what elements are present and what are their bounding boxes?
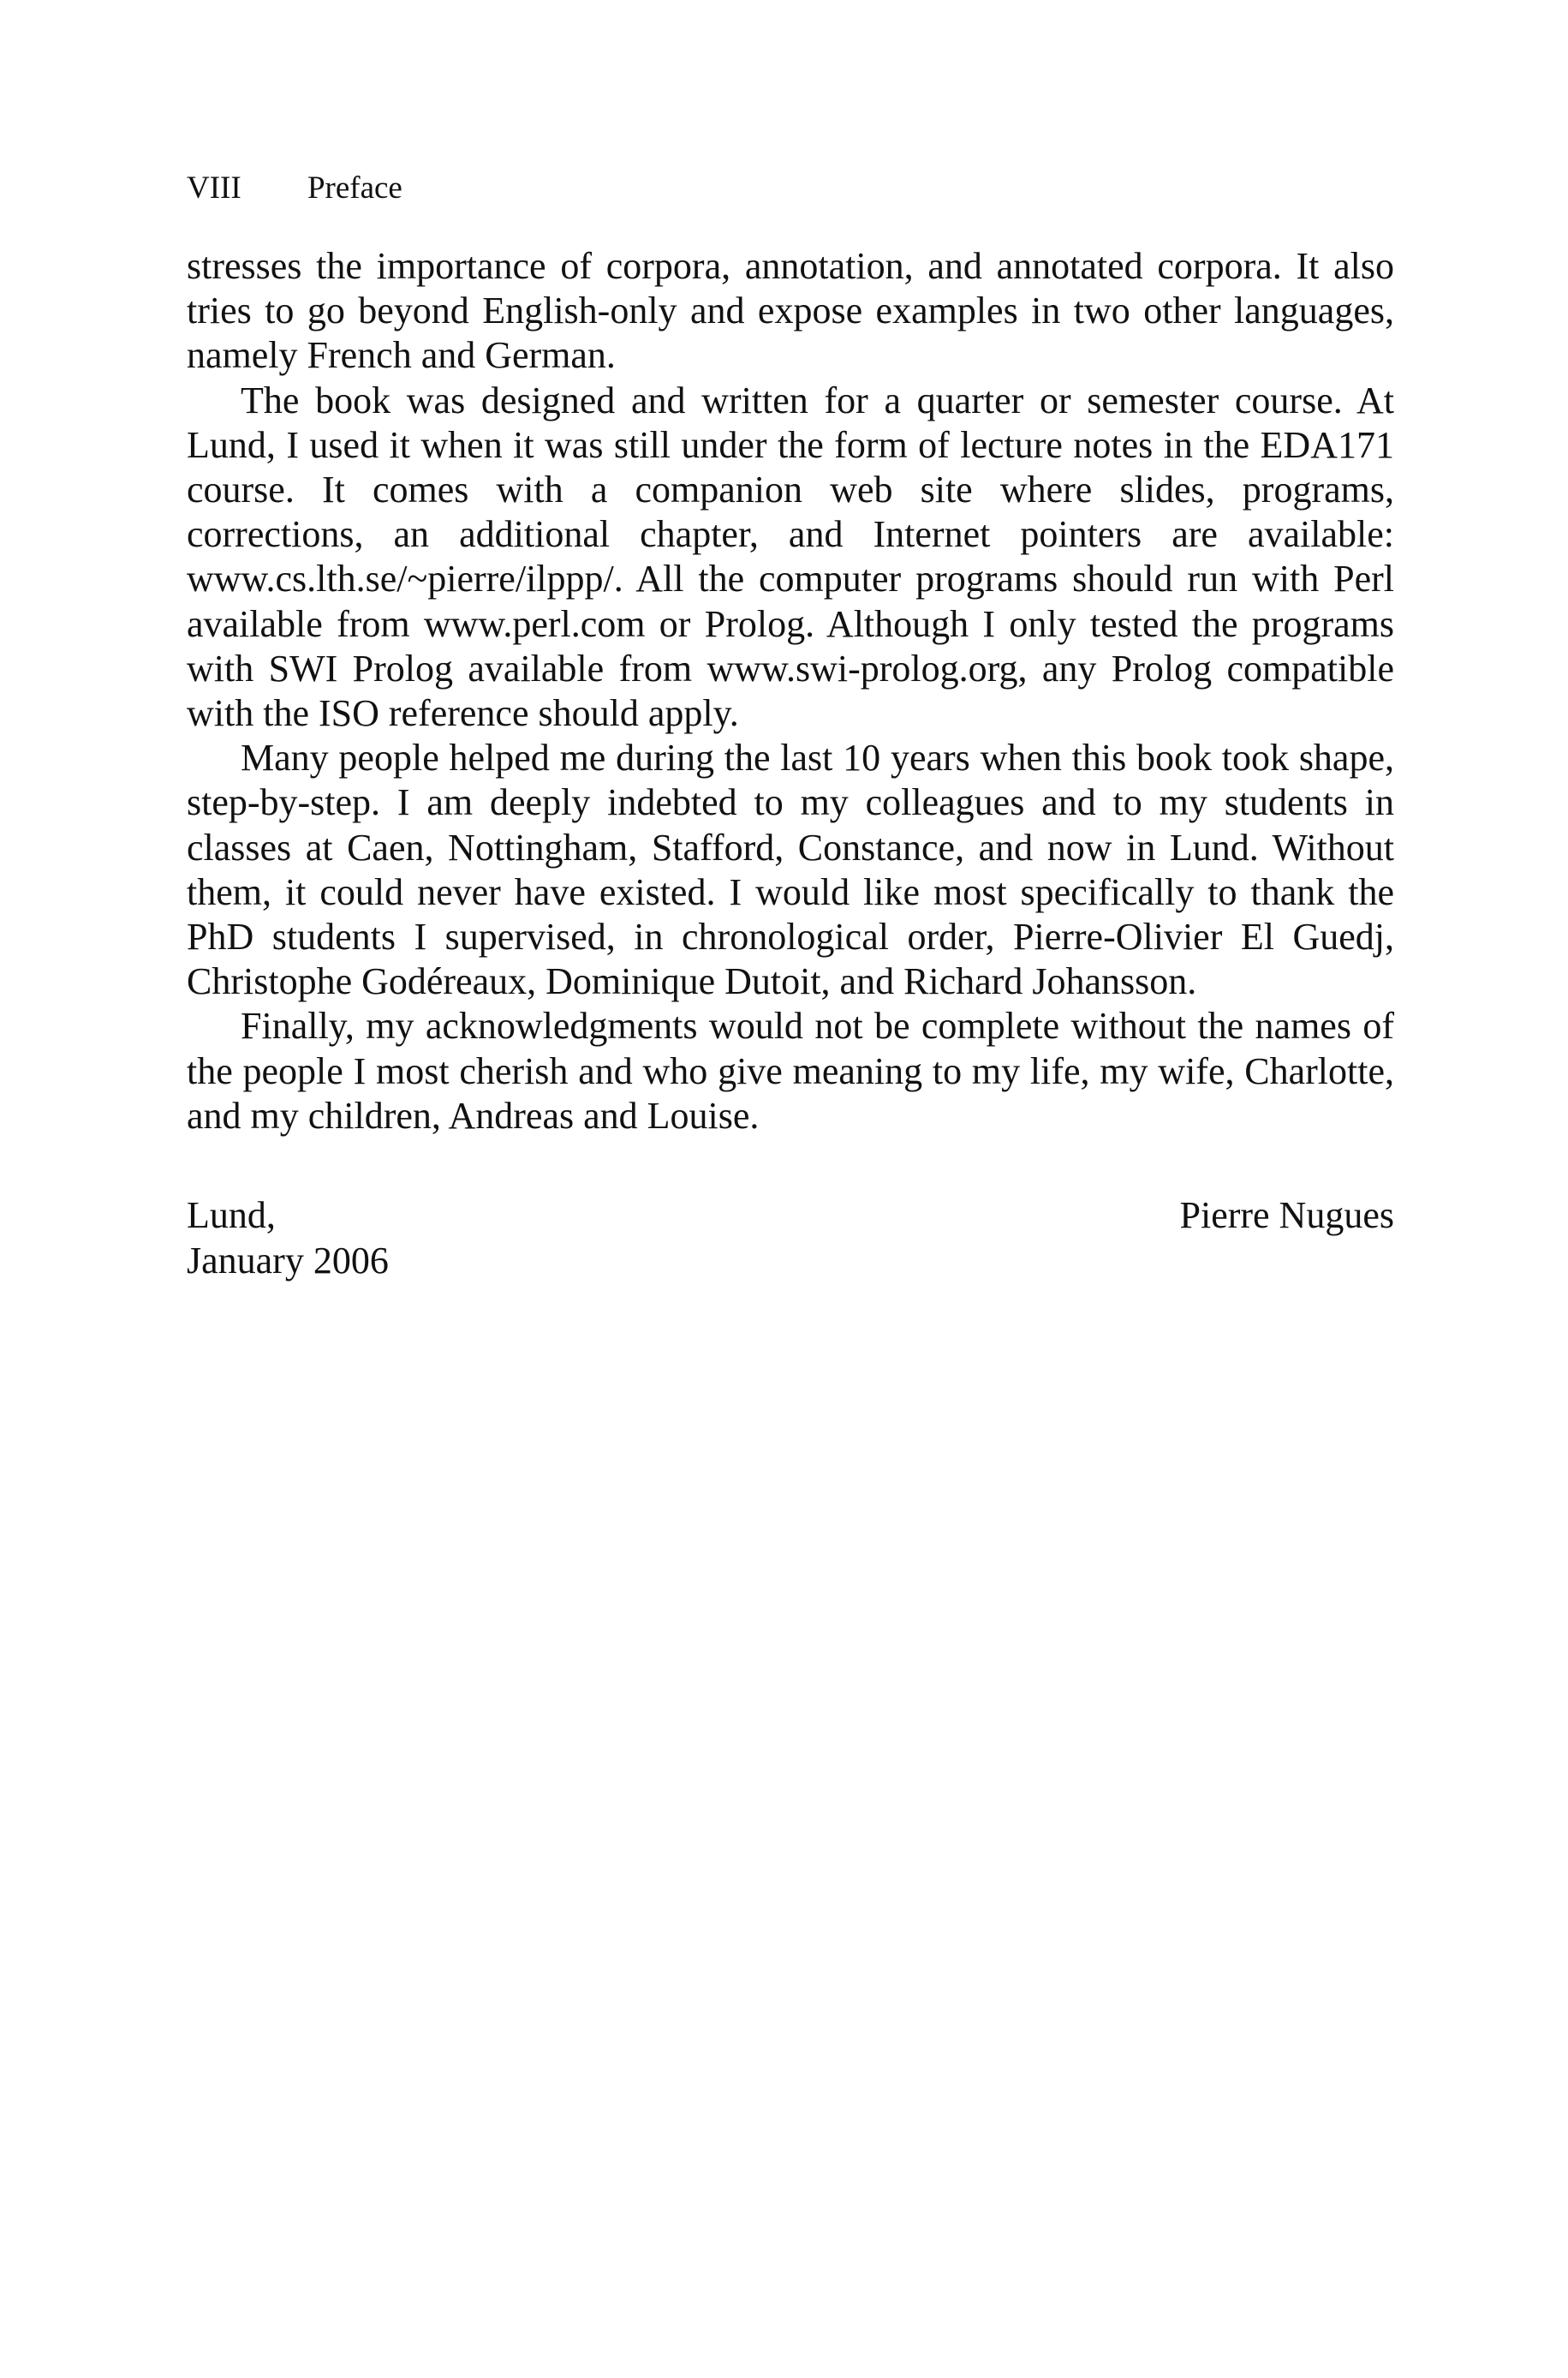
page-number: VIII — [187, 170, 241, 206]
paragraph-family: Finally, my acknowledgments would not be complete without the names of the people I most cherish and who give meaning to my life, my wife, Charlotte, and my children, Andreas and Louise. — [187, 1005, 1394, 1137]
signature-place: Lund, — [187, 1194, 276, 1236]
paragraph-acknowledgments: Many people helped me during the last 10 years when this book took shape, step-by-step. I am deeply indebted to my colleagues and to my students in classes at Caen, Nottingham, Stafford, Constance, and now in Lund. Without them, it could never have existed. I would like most specifically to thank the PhD students I supervised, in chronological order, Pierre-Olivier El Guedj, Christophe Godéreaux, Dominique Dutoit, and Richard Johansson. — [187, 737, 1394, 1003]
paragraph-continuation: stresses the importance of corpora, annotation, and annotated corpora. It also tries to go beyond English-only and expose examples in two other languages, namely French and German. — [187, 245, 1394, 377]
paragraph-course-design: The book was designed and written for a quarter or semester course. At Lund, I used it when it was still under the form of lecture notes in the EDA171 course. It comes with a companion web site where slides, programs, corrections, an additional chapter, and Internet pointers are available: www.cs.lth.se/~pierre/ilppp/. All the computer programs should run with Perl available from www.perl.com or Prolog. Although I only tested the programs with SWI Prolog available from www.swi-prolog.org, any Prolog compatible with the ISO reference should apply. — [187, 379, 1394, 735]
running-title: Preface — [307, 170, 402, 206]
preface-body — [187, 244, 1394, 1138]
running-head — [187, 168, 402, 209]
signature-date: January 2006 — [187, 1240, 389, 1282]
signature-author: Pierre Nugues — [1179, 1194, 1394, 1236]
